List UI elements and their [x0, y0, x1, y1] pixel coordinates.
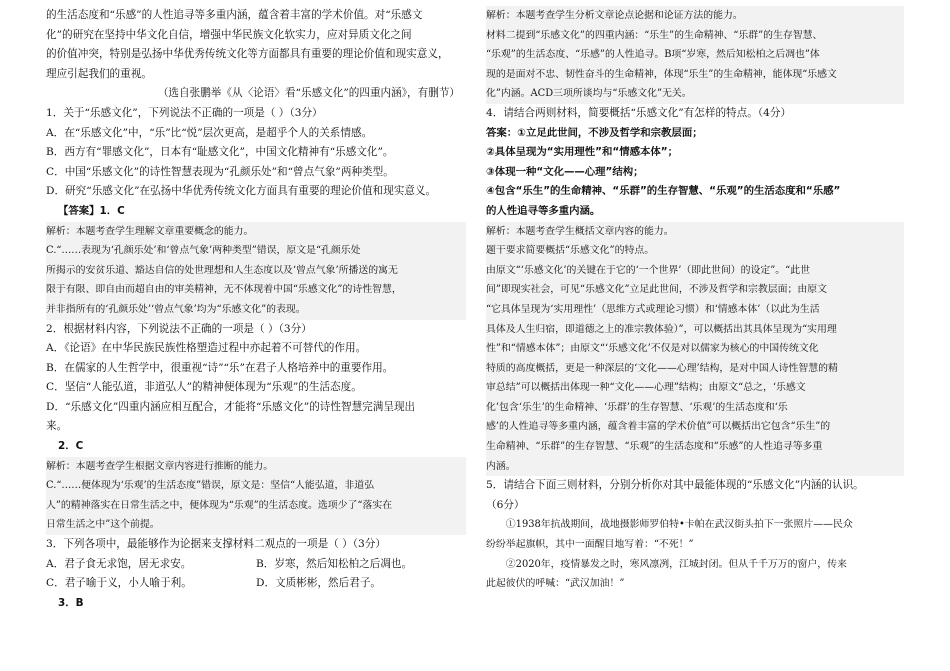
explanation-line: 人”的精神落实在日常生活之中，便体现为“乐观”的生活态度。选项少了“落实在 [46, 499, 393, 511]
material-1-line: 纷纷举起旗帜，其中一面醒目地写着：“不死！” [486, 539, 694, 551]
question-2-option-d: D．“乐感文化”四重内涵应相互配合，才能将“乐感文化”的诗性智慧完满呈现出 [46, 400, 416, 413]
explanation-line: 内涵。 [486, 460, 516, 472]
explanation-line: 解析：本题考查学生分析文章论点论据和论证方法的能力。 [486, 10, 743, 21]
material-2-line: 此起彼伏的呼喊：“武汉加油！” [486, 578, 625, 590]
question-3-option-c: C．君子喻于义，小人喻于利。 [46, 577, 192, 590]
explanation-line: “乐观”的生活态度、“乐感”的人性追寻。B项“岁寒，然后知松柏之后凋也”体 [486, 49, 820, 61]
explanation-3 [486, 6, 904, 104]
explanation-line: 审总结”可以概括出体现一种“文化——心理”结构；由原文“总之，‘乐感文 [486, 382, 806, 394]
answer-4-line: ②具体呈现为“实用理性”和“情感本体”； [486, 146, 678, 159]
right-column [486, 6, 904, 594]
explanation-line: 特质的高度概括，更是一种深层的‘文化——心理’结构，是对中国人诗性智慧的精 [486, 362, 838, 374]
answer-4-line: ③体现一种“文化——心理”结构； [486, 165, 644, 178]
explanation-line: 化”内涵。ACD三项所谈均与“乐感文化”无关。 [486, 88, 692, 100]
question-5-stem: 5．请结合下面三则材料，分别分析你对其中最能体现的“乐感文化”内涵的认识。 [486, 479, 864, 492]
explanation-line: 材料二提到“乐感文化”的四重内涵：“乐生”的生命精神、“乐群”的生存智慧、 [486, 29, 823, 41]
explanation-line: 化’包含‘乐生’的生命精神、‘乐群’的生存智慧、‘乐观’的生活态度和‘乐 [486, 401, 788, 413]
question-2-option-b: B．在儒家的人生哲学中，很重视“诗”“乐”在君子人格培养中的重要作用。 [46, 361, 394, 374]
question-4-stem: 4．请结合两则材料，简要概括“乐感文化”有怎样的特点。（4分） [486, 106, 792, 119]
intro-line: 的价值冲突，特别是弘扬中华优秀传统文化等方面都具有重要的理论价值和现实意义， [46, 48, 449, 61]
explanation-4 [486, 222, 904, 477]
question-2-option-d-cont: 来。 [46, 420, 68, 433]
answer-2: 2．C [58, 440, 84, 453]
material-1-line: ①1938年抗战期间，战地摄影师罗伯特•卡帕在武汉街头拍下一张照片——民众 [505, 519, 853, 531]
explanation-line: 限于有限、即自由而超自由的审美精神，无不体现着中国“乐感文化”的诗性智慧， [46, 284, 402, 296]
question-3-option-d: D．文质彬彬，然后君子。 [256, 577, 382, 590]
answer-4-line: 答案：①立足此世间，不涉及哲学和宗教层面； [486, 126, 703, 139]
question-5-points: （6分） [486, 498, 525, 511]
question-2-option-a: A．《论语》在中华民族民族性格塑造过程中亦起着不可替代的作用。 [46, 342, 367, 355]
material-2-line: ②2020年，疫情暴发之时，寒风凛冽，江城封闭。但从千千万万的窗户，传来 [505, 558, 847, 570]
question-1-option-a: A．在“乐感文化”中，“乐”比“悦”层次更高，是超乎个人的关系情感。 [46, 126, 373, 139]
explanation-line: 具体及人生归宿，即道德之上的准宗教体验）”，可以概括出其具体呈现为“实用理 [486, 323, 837, 335]
question-3-option-a: A．君子食无求饱，居无求安。 [46, 557, 192, 570]
explanation-line: 并非指所有的‘孔颜乐处’‘曾点气象’均为“乐感文化”的表现。 [46, 303, 306, 315]
question-1-option-b: B．西方有“罪感文化”，日本有“耻感文化”，中国文化精神有“乐感文化”。 [46, 146, 394, 159]
explanation-line: 题干要求简要概括“乐感文化”的特点。 [486, 245, 655, 257]
explanation-line: C.“……便体现为‘乐观’的生活态度”错误，原文是：坚信“人能弘道，非道弘 [46, 480, 375, 492]
question-3-options-row [46, 555, 466, 575]
explanation-line: 所揭示的安贫乐道、豁达自信的处世理想和人生态度以及‘曾点气象’所播送的寓无 [46, 264, 398, 276]
question-3-options-row [46, 574, 466, 594]
answer-1: 【答案】1．C [58, 204, 125, 217]
explanation-line: 性”和“情感本体”；由原文“‘乐感文化’不仅是对以儒家为核心的中国传统文化 [486, 343, 819, 355]
explanation-2 [46, 457, 466, 535]
explanation-line: 由原文“‘乐感文化’的关键在于它的‘一个世界’（即此世间）的设定”。“此世 [486, 264, 810, 276]
question-1-option-c: C．中国“乐感文化”的诗性智慧表现为“孔颜乐处”和“曾点气象”两种类型。 [46, 165, 394, 178]
answer-4-line: ④包含“乐生”的生命精神、“乐群”的生存智慧、“乐观”的生活态度和“乐感” [486, 185, 841, 198]
question-2-option-c: C．坚信“人能弘道，非道弘人”的精神便体现为“乐观”的生活态度。 [46, 381, 362, 394]
question-2-stem: 2．根据材料内容，下列说法不正确的一项是（ ）（3分） [46, 322, 312, 335]
question-3-option-b: B．岁寒，然后知松柏之后凋也。 [256, 557, 413, 570]
explanation-line: 现的是面对不忠、韧性奋斗的生命精神，体现“乐生”的生命精神，能体现“乐感文 [486, 68, 837, 80]
question-1-option-d: D．研究“乐感文化”在弘扬中华优秀传统文化方面具有重要的理论价值和现实意义。 [46, 185, 437, 198]
intro-line: 理应引起我们的重视。 [46, 67, 152, 80]
question-3-stem: 3．下列各项中，最能够作为论据来支撑材料二观点的一项是（ ）（3分） [46, 538, 386, 551]
explanation-line: C.“……表现为‘孔颜乐处’和‘曾点气象’两种类型”错误，原文是“孔颜乐处 [46, 245, 361, 257]
source-citation: （选自张鹏举《从〈论语〉看“乐感文化”的四重内涵》，有删节） [157, 87, 460, 100]
explanation-line: “它具体呈现为‘实用理性’（思维方式或理论习惯）和‘情感本体’（以此为生活 [486, 303, 820, 315]
explanation-line: 解析：本题考查学生根据文章内容进行推断的能力。 [46, 460, 274, 472]
explanation-line: 日常生活之中”这个前提。 [46, 519, 160, 531]
intro-line: 的生活态度和“乐感”的人性追寻等多重内涵，蕴含着丰富的学术价值。对“乐感文 [46, 9, 423, 21]
explanation-line: 间”即现实社会，可见“乐感文化”立足此世间，不涉及哲学和宗教层面；由原文 [486, 284, 828, 296]
explanation-line: 生命精神、“乐群”的生存智慧、“乐观”的生活态度和“乐感”的人性追寻等多重 [486, 441, 823, 453]
explanation-line: 感’的人性追寻等多重内涵，蕴含着丰富的学术价值”可以概括出它包含“乐生”的 [486, 421, 831, 433]
answer-3: 3．B [58, 596, 84, 609]
explanation-line: 解析：本题考查学生概括文章内容的能力。 [486, 225, 674, 237]
left-column [46, 6, 466, 613]
explanation-1 [46, 222, 466, 320]
intro-line: 化”的研究在坚持中华文化自信，增强中华民族文化软实力，应对异质文化之间 [46, 28, 412, 41]
question-1-stem: 1．关于“乐感文化”，下列说法不正确的一项是（ ）（3分） [46, 106, 323, 119]
explanation-line: 解析：本题考查学生理解文章重要概念的能力。 [46, 225, 254, 237]
answer-4-line: 的人性追寻等多重内涵。 [486, 204, 601, 217]
